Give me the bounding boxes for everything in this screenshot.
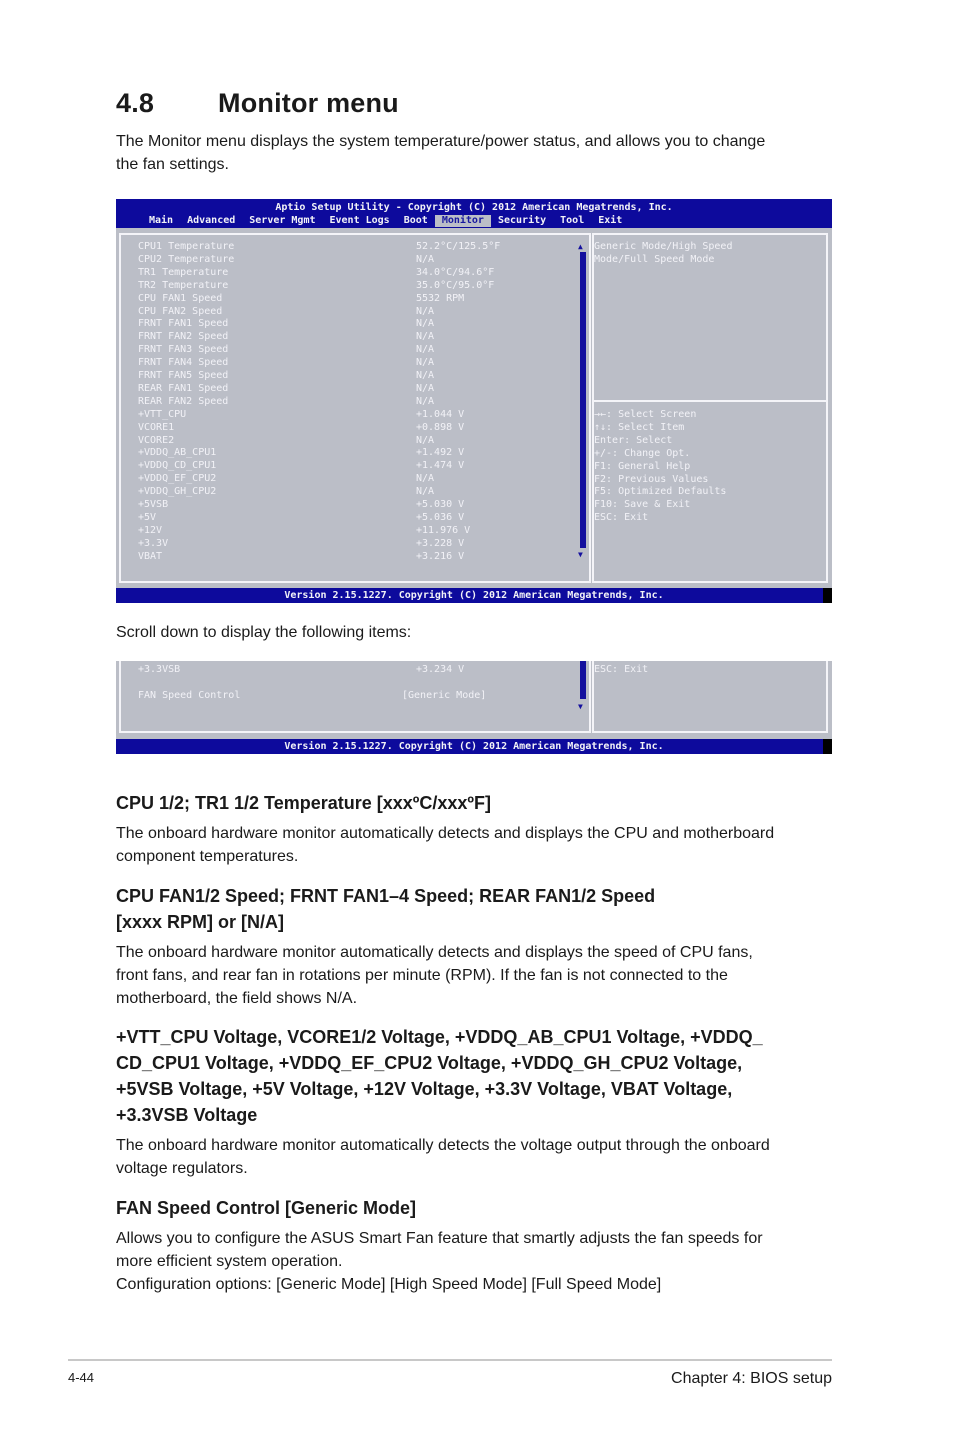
help-text-line: Mode/Full Speed Mode (594, 254, 715, 265)
bios-item-value: N/A (416, 434, 435, 446)
bios-item-label: CPU FAN2 Speed (138, 305, 223, 317)
bios-screenshot-main (116, 199, 832, 603)
key-legend-item: F1: General Help (594, 460, 691, 472)
bios-item-label: VCORE1 (138, 421, 175, 433)
bios-item-label: +3.3V (138, 537, 169, 549)
bios-item-label: +VDDQ_EF_CPU2 (138, 473, 217, 485)
bios-item-value: +0.898 V (416, 421, 465, 433)
bios-item-value: N/A (416, 331, 435, 343)
bios-item-label: CPU2 Temperature (138, 253, 235, 265)
bios-item-label: CPU FAN1 Speed (138, 292, 223, 304)
key-legend-item: →←: Select Screen (594, 409, 697, 420)
bios-item-value: 52.2°C/125.5°F (416, 241, 501, 252)
bios-item-value: N/A (416, 357, 435, 369)
footer-block (823, 739, 832, 754)
bios-item-label: +5VSB (138, 499, 169, 510)
bios-item-value: +1.492 V (416, 447, 465, 459)
item-heading-temperature: CPU 1/2; TR1 1/2 Temperature [xxxºC/xxxºF] (116, 793, 491, 813)
tab-main[interactable]: Main (149, 215, 174, 226)
bios-item-value: +5.036 V (416, 511, 465, 523)
bios-item-value: 35.0°C/95.0°F (416, 279, 495, 291)
bios-item-value: N/A (416, 344, 435, 356)
bios-item-label: +5V (138, 511, 157, 523)
key-legend-item: +/-: Change Opt. (594, 447, 691, 459)
bios-item-label: FRNT FAN3 Speed (138, 344, 229, 356)
bios-screenshot-scrolled (116, 661, 832, 754)
key-legend-item: F10: Save & Exit (594, 499, 691, 511)
help-text-line: Generic Mode/High Speed (594, 241, 733, 252)
item-heading-fan-control: FAN Speed Control [Generic Mode] (116, 1198, 417, 1218)
key-legend-item: F2: Previous Values (594, 473, 709, 485)
scrollbar-thumb[interactable] (580, 252, 586, 548)
bios-footer (116, 739, 832, 754)
bios-item-value: N/A (416, 253, 435, 265)
bios-version: Version 2.15.1227. Copyright (C) 2012 American Megatrends, Inc. (284, 741, 664, 752)
bios-item-label: VCORE2 (138, 434, 175, 446)
item-body-temperature: The onboard hardware monitor automatically detects and displays the CPU and motherboard component temperatures. (116, 825, 775, 865)
bios-item-label: VBAT (138, 550, 163, 562)
section-number: 4.8 (116, 88, 155, 118)
tab-monitor[interactable]: Monitor (435, 215, 491, 227)
scroll-up-icon[interactable]: ▲ (578, 242, 583, 251)
bios-item-label: REAR FAN2 Speed (138, 395, 229, 407)
chapter-label: Chapter 4: BIOS setup (671, 1370, 832, 1387)
item-body-fan-speed: The onboard hardware monitor automatically detects and displays the speed of CPU fans, front fans, and rear fan in rotations per minute (RPM). If the fan is not connected to the motherboard, the field shows N/A. (116, 944, 753, 1007)
intro-paragraph: The Monitor menu displays the system temperature/power status, and allows you to change the fan settings. (116, 133, 766, 173)
key-legend-item: F5: Optimized Defaults (594, 486, 727, 498)
bios-title: Aptio Setup Utility - Copyright (C) 2012 American Megatrends, Inc. (275, 202, 673, 213)
item-heading-voltage: +VTT_CPU Voltage, VCORE1/2 Voltage, +VDDQ_AB_CPU1 Voltage, +VDDQ_ CD_CPU1 Voltage, +VDDQ_EF_CPU2 Voltage, +VDDQ_GH_CPU2 Voltage, +5VSB Voltage, +5V Voltage, +12V Voltage, +3.3V Voltage, VBAT Voltage, +3.3VSB Voltage (116, 1027, 763, 1125)
fan-speed-control-label[interactable]: FAN Speed Control (138, 690, 241, 701)
bios-item-label: +3.3VSB (138, 664, 181, 675)
key-legend-item: Enter: Select (594, 434, 673, 446)
page-number: 4-44 (68, 1370, 95, 1385)
bios-item-label: +12V (138, 524, 163, 536)
bios-item-value: N/A (416, 305, 435, 317)
tab-advanced[interactable]: Advanced (187, 215, 236, 226)
scroll-note: Scroll down to display the following items: (116, 624, 412, 641)
bios-item-label: REAR FAN1 Speed (138, 382, 229, 394)
bios-item-value: +11.976 V (416, 524, 471, 536)
bios-item-value: 5532 RPM (416, 292, 465, 304)
section-title (116, 88, 399, 119)
item-body-voltage: The onboard hardware monitor automatically detects the voltage output through the onboard voltage regulators. (116, 1137, 770, 1177)
bios-item-label: FRNT FAN4 Speed (138, 357, 229, 369)
section-heading: Monitor menu (218, 88, 399, 118)
bios-item-value: N/A (416, 318, 435, 330)
tab-event-logs[interactable]: Event Logs (329, 215, 390, 226)
bios-item-value: N/A (416, 473, 435, 485)
bios-item-label: +VTT_CPU (138, 408, 187, 420)
bios-item-label: CPU1 Temperature (138, 241, 235, 252)
bios-item-label: +VDDQ_CD_CPU1 (138, 460, 217, 472)
bios-item-value: +5.030 V (416, 499, 465, 510)
bios-item-label: +VDDQ_GH_CPU2 (138, 486, 217, 498)
bios-version: Version 2.15.1227. Copyright (C) 2012 American Megatrends, Inc. (284, 590, 664, 601)
bios-item-value: N/A (416, 395, 435, 407)
bios-item-label: TR1 Temperature (138, 266, 229, 278)
help-divider (592, 400, 826, 402)
bios-footer (116, 588, 832, 603)
bios-item-value: +1.474 V (416, 460, 465, 472)
item-body-fan-control: Allows you to configure the ASUS Smart Fan feature that smartly adjusts the fan speeds for more efficient system operation. Configuration options: [Generic Mode] [High Speed Mode] [Full Speed Mode] (116, 1230, 763, 1293)
bios-item-value: 34.0°C/94.6°F (416, 266, 495, 278)
key-legend-item: ↑↓: Select Item (594, 421, 685, 433)
bios-item-label: FRNT FAN2 Speed (138, 331, 229, 343)
bios-item-value: +3.216 V (416, 550, 465, 562)
scroll-down-icon[interactable]: ▼ (578, 702, 583, 711)
tab-exit[interactable]: Exit (598, 215, 623, 226)
footer-block (823, 588, 832, 603)
bios-item-value: +3.234 V (416, 664, 465, 675)
tab-server-mgmt[interactable]: Server Mgmt (249, 215, 316, 226)
bios-item-label: FRNT FAN1 Speed (138, 318, 229, 330)
bios-item-value: +3.228 V (416, 537, 465, 549)
tab-tool[interactable]: Tool (560, 215, 585, 226)
fan-speed-control-value[interactable]: [Generic Mode] (402, 690, 487, 701)
bios-tab-bar (142, 215, 629, 227)
tab-security[interactable]: Security (497, 215, 547, 226)
scroll-down-icon[interactable]: ▼ (578, 550, 583, 559)
bios-item-value: N/A (416, 370, 435, 381)
bios-item-label: FRNT FAN5 Speed (138, 370, 229, 381)
bios-item-value: N/A (416, 382, 435, 394)
key-legend-item: ESC: Exit (594, 664, 649, 675)
bios-item-label: TR2 Temperature (138, 279, 229, 291)
item-heading-fan-speed: CPU FAN1/2 Speed; FRNT FAN1–4 Speed; REAR FAN1/2 Speed [xxxx RPM] or [N/A] (116, 886, 656, 932)
tab-boot[interactable]: Boot (403, 215, 428, 226)
bios-item-label: +VDDQ_AB_CPU1 (138, 447, 217, 459)
bios-header (116, 199, 832, 228)
scrollbar-thumb[interactable] (580, 661, 586, 699)
bios-item-value: N/A (416, 486, 435, 498)
key-legend-item: ESC: Exit (594, 512, 649, 524)
footer-divider (68, 1359, 832, 1361)
bios-item-value: +1.044 V (416, 408, 465, 420)
